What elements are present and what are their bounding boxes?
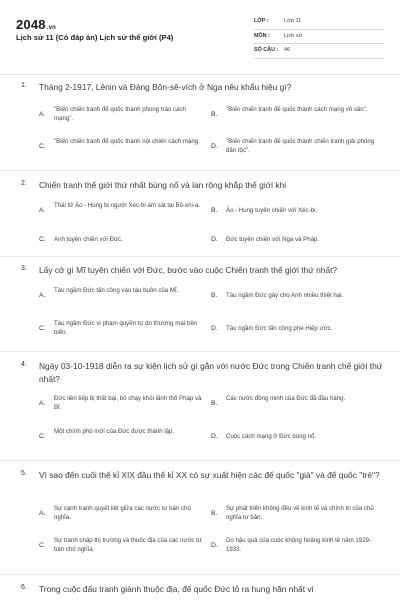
logo-main: 2048 [16, 17, 46, 32]
option-text: Áo - Hung tuyên chiến với Xéc-bi. [226, 207, 318, 214]
meta-row-subject [254, 30, 384, 45]
option-letter: A. [39, 292, 46, 299]
option-letter: C. [39, 325, 46, 332]
option-text: Đức tuyên chiến với Nga và Pháp. [226, 236, 320, 243]
option-letter: D. [211, 542, 218, 549]
option-text: Sự cạnh tranh quyết liệt giữa các nước tư bản chủ nghĩa. [54, 505, 191, 521]
option-text: Sự phát triển không đều về kinh tế và chính trị của chủ nghĩa tư bản. [226, 505, 374, 521]
header-divider [0, 74, 400, 75]
question-number: 6. [21, 584, 27, 591]
question-separator [0, 351, 400, 352]
meta-value: Lịch sử [284, 32, 303, 39]
option-text: "Biến chiến tranh đế quốc thành chiến tranh giải phóng dân tộc". [226, 138, 375, 154]
option-text: "Biến chiến tranh đế quốc thành cách mạng vô sản". [226, 106, 368, 113]
option-letter: D. [211, 143, 218, 150]
option-text: Đức liên tiếp bị thất bại, bỏ chạy khỏi lãnh thổ Pháp và Bỉ. [54, 395, 202, 411]
site-logo[interactable] [16, 17, 56, 32]
meta-row-count [254, 44, 384, 59]
question-text: Tháng 2-1917, Lênin và Đảng Bôn-sê-vích ở Nga nêu khẩu hiệu gì? [39, 82, 292, 92]
option-text: Tàu ngầm Đức vi phạm quyền tự do thương mại trên biển. [54, 320, 198, 336]
option-text: "Biến chiến tranh đế quốc thành phong trào cách mạng". [54, 106, 186, 122]
question-text: Lấy cớ gì Mĩ tuyên chiến với Đức, bước vào cuộc Chiến tranh thế giới thứ nhất? [39, 265, 338, 275]
option-text: Do hậu quả của cuộc khủng hoảng kinh tế năm 1929-1933. [226, 537, 372, 553]
option-letter: B. [211, 292, 218, 299]
option-letter: B. [211, 111, 218, 118]
question-separator [0, 574, 400, 575]
meta-value: 46 [284, 47, 291, 53]
question-separator [0, 460, 400, 461]
option-letter: A. [39, 111, 46, 118]
option-letter: C. [39, 143, 46, 150]
question-text: Chiến tranh thế giới thứ nhất bùng nổ và lan rộng khắp thế giới khi [39, 180, 287, 190]
meta-label: SỐ CÂU : [254, 47, 279, 53]
question-number: 3. [21, 265, 27, 272]
option-letter: A. [39, 510, 46, 517]
option-text: Cuộc cách mạng ở Đức bùng nổ. [226, 433, 317, 440]
option-letter: A. [39, 207, 46, 214]
meta-label: MÔN : [254, 32, 270, 39]
question-separator [0, 170, 400, 171]
question-number: 5. [21, 470, 27, 477]
option-letter: D. [211, 236, 218, 243]
option-text: Sự tranh chấp thị trường và thuộc địa của các nước tư bản chủ nghĩa. [54, 537, 202, 553]
page-header [0, 0, 400, 70]
option-letter: C. [39, 236, 46, 243]
question-text: Vì sao đến cuối thế kỉ XIX đầu thế kỉ XX có sự xuất hiện các đế quốc "già" và đế quốc "trẻ"? [39, 470, 380, 480]
option-letter: A. [39, 400, 46, 407]
option-letter: D. [211, 433, 218, 440]
option-letter: C. [39, 542, 46, 549]
meta-value: Lớp 11 [284, 18, 302, 24]
option-text: Một chính phủ mới của Đức được thành lập. [54, 428, 175, 435]
option-letter: B. [211, 510, 218, 517]
question-number: 4. [21, 361, 27, 368]
question-number: 2. [21, 180, 27, 187]
option-text: Thái tử Áo - Hung bị người Xéc-bi ám sát tại Bô-xni-a. [54, 202, 200, 209]
option-text: Anh tuyên chiến với Đức. [54, 236, 123, 243]
question-text: Ngày 03-10-1918 diễn ra sự kiện lịch sử gì gắn với nước Đức trong Chiến tranh chế giới thứ nhất? [39, 361, 383, 384]
option-text: Tàu ngầm Đức tấn công phe Hiệp ước. [226, 325, 333, 332]
question-text: Trong cuộc đấu tranh giành thuộc địa, đế quốc Đức tỏ ra hung hăn nhất vì [39, 584, 314, 594]
option-letter: D. [211, 325, 218, 332]
option-text: Các nước đồng minh của Đức đã đầu hàng. [226, 395, 346, 402]
option-text: Tàu ngầm Đức tấn công vào tàu buôn của Mĩ. [54, 287, 179, 294]
logo-sub: .vn [46, 25, 57, 31]
meta-label: LỚP : [254, 18, 269, 24]
option-letter: C. [39, 433, 46, 440]
question-number: 1. [21, 82, 27, 89]
option-text: Tàu ngầm Đức gây cho Anh nhiều thiệt hại. [226, 292, 344, 299]
meta-info [254, 15, 384, 59]
option-text: "Biến chiến tranh đế quốc thành nội chiến cách mạng. [54, 138, 200, 145]
document-title: Lịch sử 11 (Có đáp án) Lịch sử thế giới (P4) [16, 33, 174, 42]
option-letter: B. [211, 207, 218, 214]
option-letter: B. [211, 400, 218, 407]
meta-row-class [254, 15, 384, 30]
question-separator [0, 256, 400, 257]
